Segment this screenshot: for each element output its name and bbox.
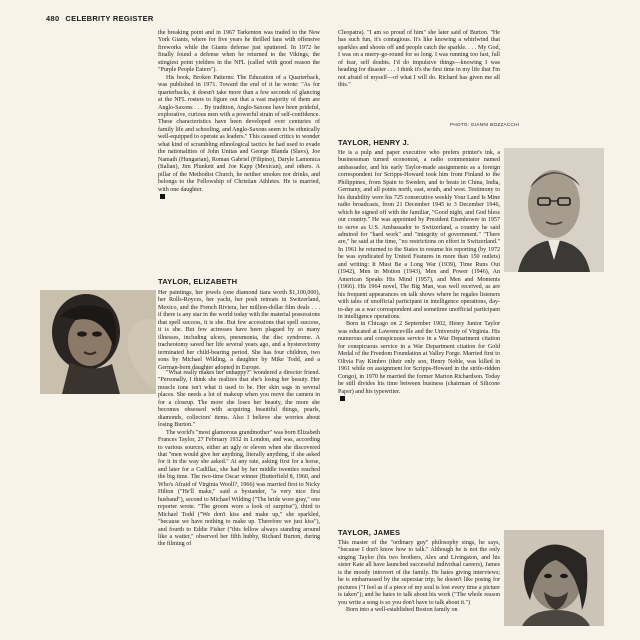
col1-top-text: [158, 30, 320, 276]
elizabeth-body-text: "What really makes her unhappy?" wondered a director friend. "Personally, I think she realizes that she's losing her beauty. Her muscle tone isn't what it used to be. Her skin sags in several places. She needs a lot of makeup when you move the camera in for a closeup. The more she loses her beauty, the more she becomes obsessed with acquiring beautiful things, pearls, diamonds, collectors' items. Also I believe she worries about losing Burton." The world's "most glamorous grandmother" was born Elizabeth Frances Taylor, 27 February 1932 in London, and was, according to various sources, either an ugly or eleven when she discovered that "men would give her anything, literally anything, if she asked for it in the way she asked." At any rate, asking first for a horse, and later for a Cadillac, she had by her middle twenties reached the big time. The two-time Oscar winner (Butterfield 8, 1960, and Who's Afraid of Virginia Woolf?, 1966) was married first to Nicky Hilton ("He'll make," said a bystander, "a very nice first husband"), second to Michael Wilding ("The bride wore gray," one reporter wrote. "The groom wore a look of surprise"), third to Michael Todd ("We don't kiss and make up," she sparkled, "because we have nothing to make up. Therefore we just kiss"), and fourth to Eddie Fisher ("this fellow always standing around like a waiter," observed her fifth hubby, Richard Burton, during the filming of: [158, 370, 320, 548]
entry-heading-james-taylor: TAYLOR, JAMES: [338, 528, 401, 537]
end-of-entry-mark: [340, 396, 345, 401]
end-of-entry-mark: [160, 194, 165, 199]
elizabeth-intro-text: Her paintings, her jewels (one diamond tiara worth $1,100,000), her Rolls-Royces, her yacht, her posh retreats in Switzerland, Mexico, and the French Riviera, her million-dollar film deals . . . if there is any star in the world today with the material possessions that spell success, it is she. But few accessions that spell success, it is she. But few actresses have been plagued by so many illnesses, including ulcers, pneumonia, the disc syndrome. A tracheotomy saved her life several years ago, and a hysterectomy terminated her child-bearing period. She has four children, two sons by Michael Wilding, a daughter by Mike Todd, and a German-born daughter adopted in Europe.: [158, 290, 320, 371]
page-number: 480: [46, 14, 60, 23]
col2-top-text: Cleopatra). "I am so proud of him" she later said of Burton. "He has such fun, it's contagious. It's like knowing a whirlwind that sparkles and shoots off and people catch the sparkle. . . . My God, I was on a merry-go-round for so long. I was running too fast, full of fear, self doubts. I'd do impulsive things—knowing I was heading for disaster . . . I think it's the first time in my life that I'm not afraid of myself—of what I will do. Richard has given me all this.": [338, 30, 500, 89]
henry-body-text: He is a pulp and paper executive who prefers printer's ink, a businessman turned economist, a radio commentator named ambassador, and his early Taylor-made assignments as a foreign correspondent for Scripps-Howard took him from Finland to the Philippines, from Spain to Sweden, and to beats in China, India, Germany, and all points north, east, south, and west. Testimony to his durability were his 725 consecutive weekly Your Land Is Mine radio broadcasts, from 21 December 1945 to 3 December 1946, which he signed off with the familiar, "Good night, and God bless our country." He was appointed by President Eisenhower in 1957 to serve as U.S. Ambassador to Switzerland, a country he said admired for "hard work" and "integrity of government." "There are," he said at the time, "no restrictions on effort in Switzerland." In 1961 he returned to the States to resume his reporting (by 1972 he was syndicated by United Features in more than 150 outlets) and writing: It Must Be a Long War (1939), Time Runs Out (1942), Men in Motion (1943), Men and Power (1946), An American Speaks His Mind (1957), and Men and Moments (1966). His 1964 novel, The Big Man, was well received, as are his frequent appearances on talk shows where he regales listeners with tales of unofficial participant in intelligence operations, day-to-day as a war correspondent and sometime unofficial participant in intelligence operations. Born in Chicago on 2 September 1902, Henry Junior Taylor was educated at Lawrenceville and the University of Virginia. His numerous and conspicuous service in a War Department citation for conspicuous service in a War Department citation for Gold Medal of the Freedom Foundation at Valley Forge. Married first to Olivia Fay Kimbro (their only son, Henry Noble, was killed in 1961 while on assignment for Scripps-Howard in the strife-ridden Congo), in 1970 he married the former Marion Richardson. Today he still divides his time between business (chairman of Silicone Paper) and his typewriter.: [338, 150, 500, 522]
running-header: [46, 14, 606, 24]
james-taylor-photo: [504, 530, 604, 626]
photo-credit: PHOTO: GIANNI BOZZACCHI: [450, 122, 520, 127]
entry-heading-elizabeth-taylor: TAYLOR, ELIZABETH: [158, 277, 238, 286]
henry-taylor-photo: [504, 148, 604, 272]
tarkenton-paragraph: His book, Broken Patterns: The Education of a Quarterback, was published in 1971. Toward the end of it he wrote: "As for quarterbacks, it doesn't take more than a few seconds of glancing at the NFL rosters to figure out that a vast majority of them are Anglo-Saxons . . . By tradition, Anglo-Saxons have been prideful, explorative, curious men with a powerful strain of self-confidence. These characteristics have been developed over centuries of family life and schooling, and Anglo-Saxons seem to be ethnically well-equipped to operate as leaders." This caused critics to wonder what kind of scrambling ethnological tactics he had used to evade the nationalities of John Unitas and George Blanda (Slavs), Joe Namath (Hungarian), Roman Gabriel (Filipino), Daryle Lamonica (Italian), Jim Plunkett and Joe Kapp (Mexican), and others. A pillar of the Methodist Church, he neither smokes nor drinks, and belongs to the Fellowship of Christian Athletes. He is married, with one daughter.: [158, 74, 320, 193]
section-title: CELEBRITY REGISTER: [65, 14, 154, 23]
entry-heading-henry-taylor: TAYLOR, HENRY J.: [338, 138, 410, 147]
james-body-text: This master of the "ordinary guy" philosophy sings, he says, "because I don't know how to talk." Although he is not the only singing Taylor (his two brothers, Alex and Livingston, and his sister Kate all have launched successful individual careers), James is the moody introvert of the family. He hates giving interviews; he is embarrassed by the superstar trip; he doesn't like posing for pictures ("I feel as if a piece of my soul is lost every time a picture is taken"); and he hates to talk about his work ("The whole reason you write a song is so you don't have to talk about it.") Born into a well-established Boston family on: [338, 540, 500, 614]
elizabeth-taylor-photo: [40, 290, 156, 394]
tarkenton-paragraph: the breaking point and in 1967 Tarkenton was traded to the New York Giants, where for five years he thrilled fans with offensive fireworks while the Giants defense just sputtered. In 1972 he finally found a defense when he returned to the Vikings, the stingiest point yielders in the NFL (called with good reason the "Purple People Eaters").: [158, 30, 320, 74]
